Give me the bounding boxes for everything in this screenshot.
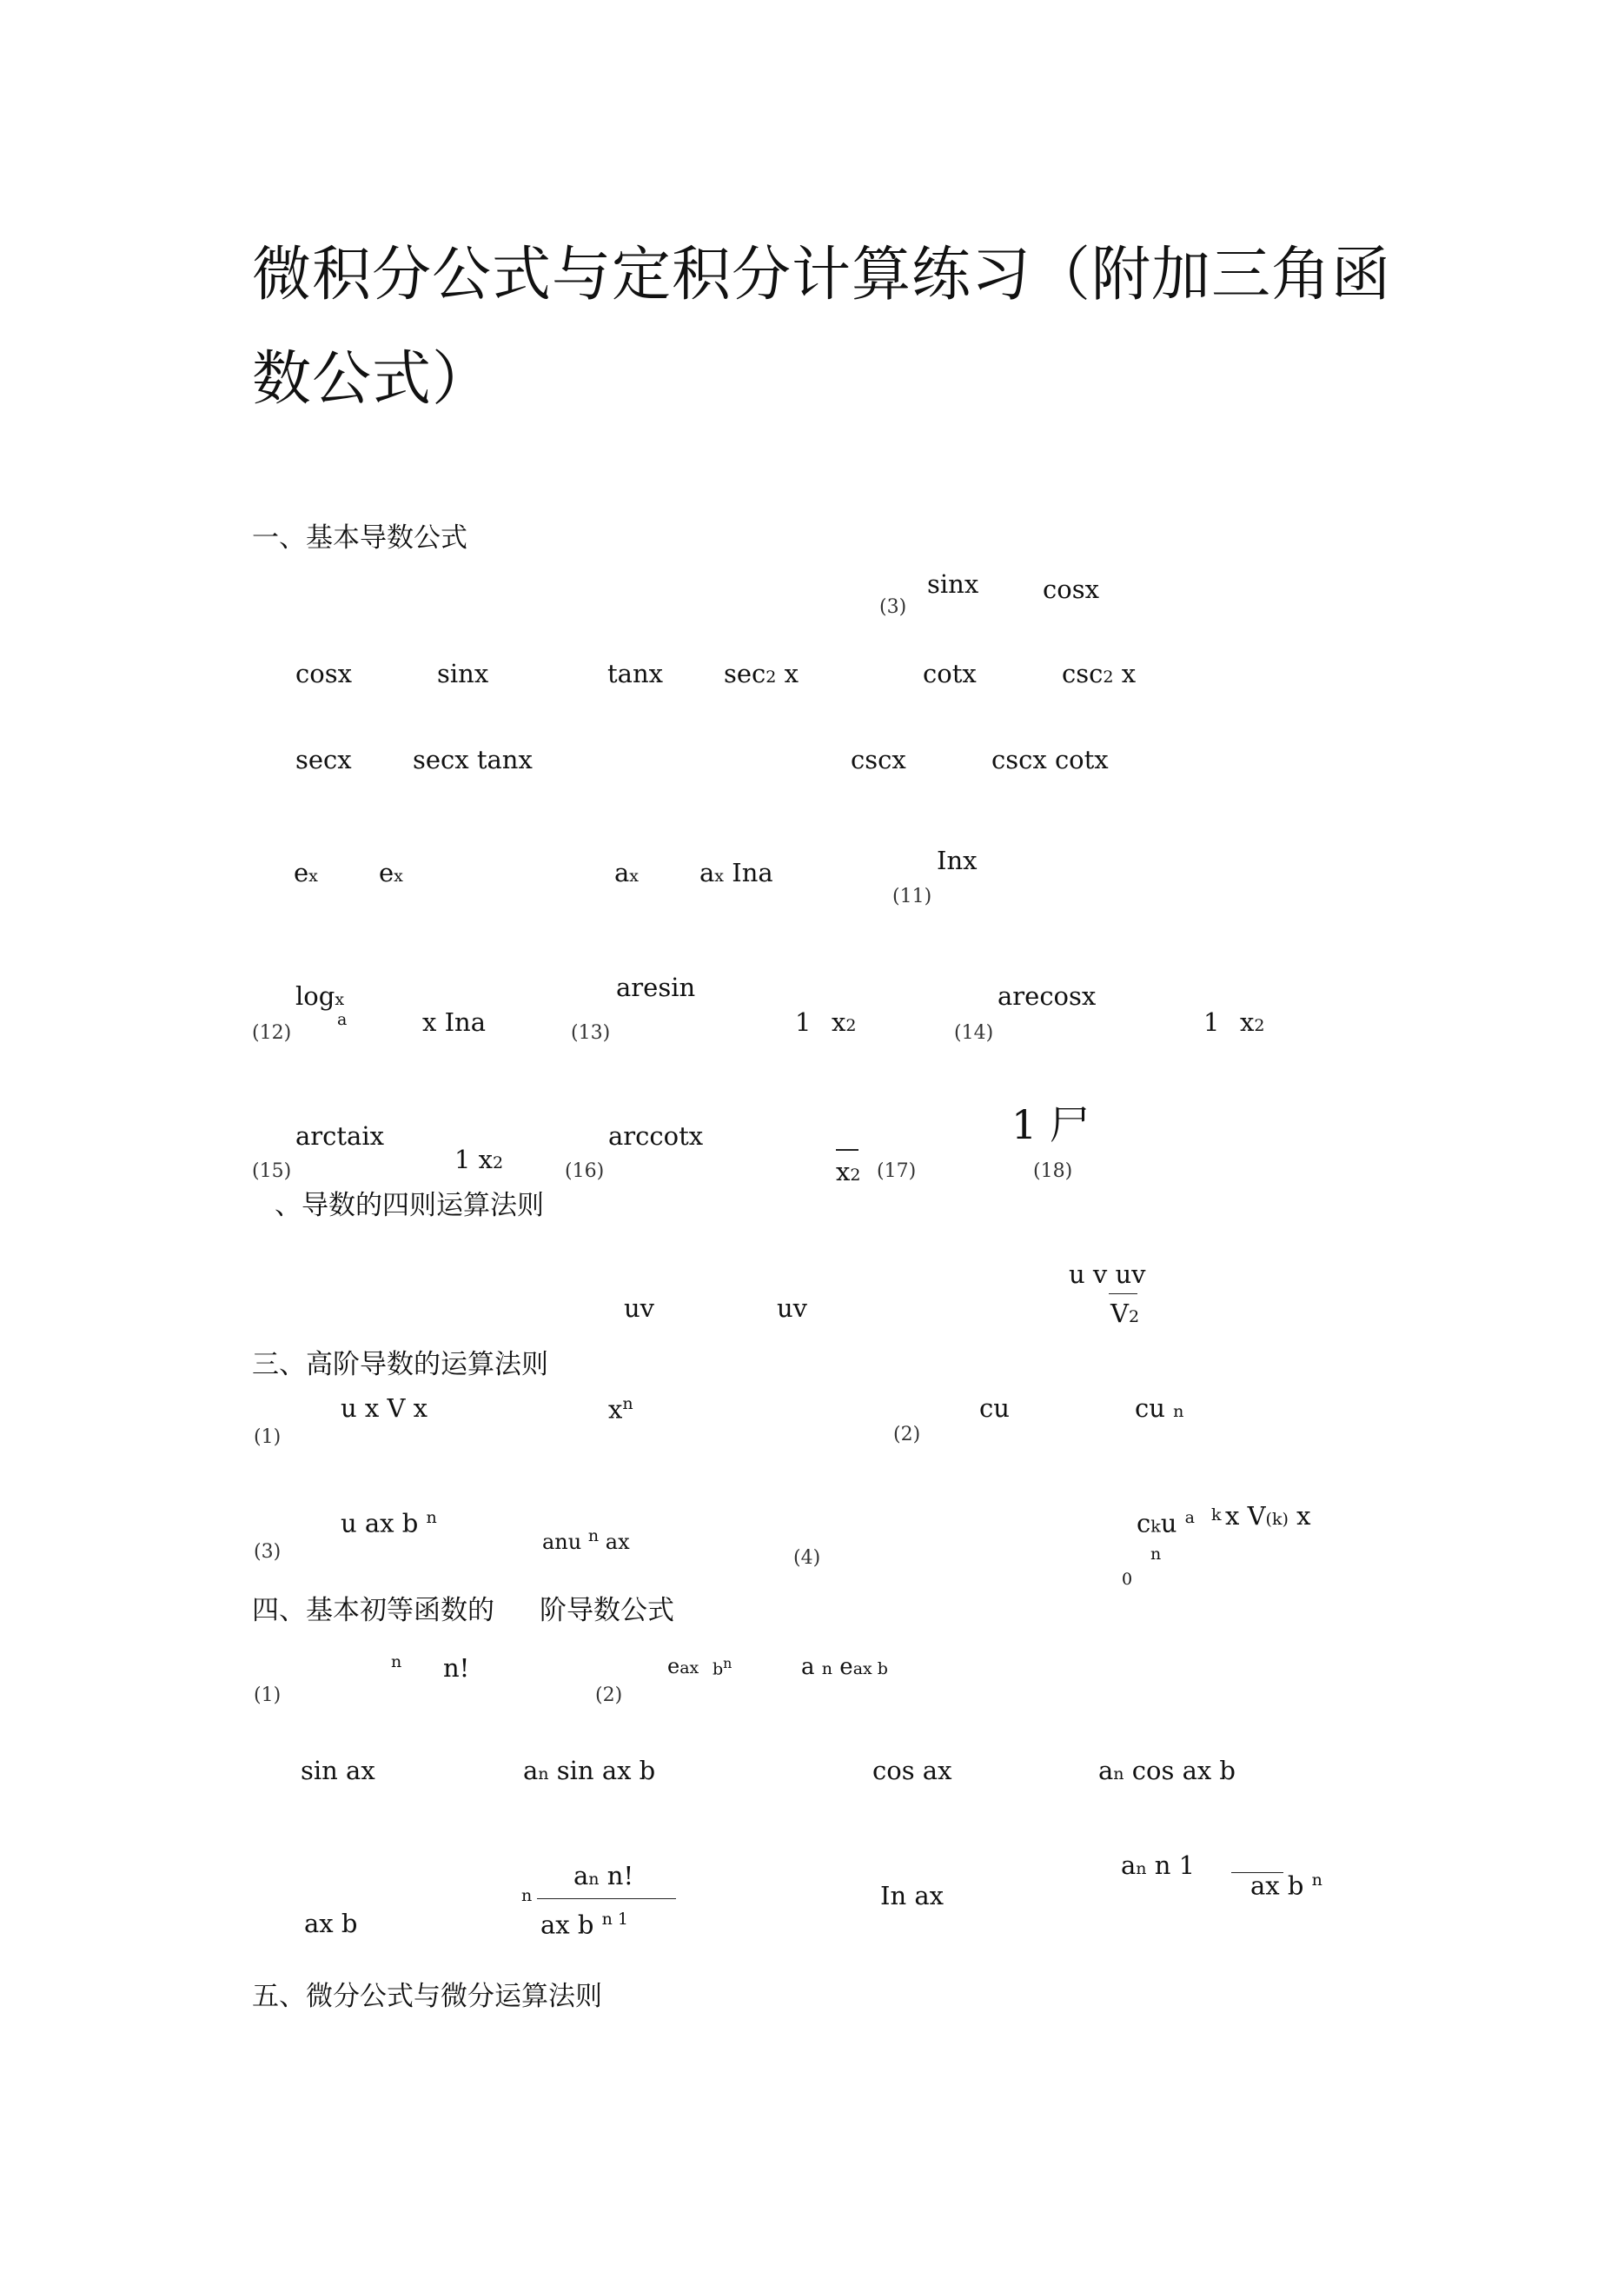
formula-term: $x^n$ [608,1394,633,1425]
item-number: (4) [793,1547,821,1569]
page-title-line-1: 微积分公式与定积分计算练习（附加三角函 [252,241,1392,309]
item-number: (15) [252,1160,292,1182]
formula-term: uv [624,1293,655,1323]
formula-denominator: V2 [1110,1299,1140,1328]
formula-denominator: ax b $^n$ [1250,1870,1322,1901]
formula-term: cosx [1043,575,1099,604]
section-5-heading: 五、微分公式与微分运算法则 [252,1981,602,2012]
formula-term: x2 [1240,1007,1265,1037]
formula-term: cu [979,1393,1010,1423]
formula-term: u x V x [341,1393,428,1423]
formula-term: an cos ax b [1098,1756,1236,1785]
formula-term: x2 [832,1007,857,1037]
formula-term: n! [443,1653,470,1683]
item-number: (11) [892,886,932,907]
formula-term: cscx cotx [991,745,1109,774]
formula-term: arctaix [295,1121,384,1151]
formula-term: eax [667,1654,699,1678]
formula-subscript: a [337,1010,348,1029]
formula-term: x V(k) x [1225,1501,1311,1531]
formula-term: ex [379,858,403,887]
formula-term: x Ina [422,1007,486,1037]
formula-term: cotx [923,659,977,688]
formula-term: logx [295,981,345,1011]
formula-term: In ax [880,1881,944,1910]
item-number: (16) [565,1160,605,1182]
formula-term: cosx [295,659,352,688]
formula-term: Inx [937,846,978,875]
formula-term: secx tanx [413,745,533,774]
formula-term: n [391,1652,402,1671]
formula-term: x2 [836,1157,861,1186]
formula-term: sinx [437,659,489,688]
formula-term: tanx [607,659,663,688]
item-number: (13) [571,1022,611,1044]
section-4-heading: 四、基本初等函数的 阶导数公式 [252,1595,674,1626]
formula-term: 1 [795,1007,812,1037]
formula-term: aresin [616,973,696,1002]
formula-term: ax [614,858,640,887]
item-number: (2) [893,1424,921,1445]
formula-term: $b^n$ [713,1655,732,1679]
formula-term: 1 [1203,1007,1220,1037]
formula-term: sinx [927,569,979,599]
formula-term: n [1150,1545,1162,1564]
fraction-line [537,1898,676,1899]
formula-term: a n eax b [801,1654,888,1680]
item-number: (1) [254,1426,282,1448]
formula-numerator: u v uv [1069,1259,1146,1289]
page-title-line-2: 数公式） [252,345,493,414]
section-1-heading: 一、基本导数公式 [252,522,467,554]
item-number: (17) [877,1160,917,1182]
formula-term: cu n [1135,1393,1184,1423]
formula-term: u ax b $^n$ [341,1508,437,1538]
formula-term: k [1211,1505,1222,1525]
formula-term: 1 x2 [454,1145,504,1174]
item-number: (18) [1033,1160,1073,1182]
item-number: (12) [252,1022,292,1044]
formula-term: arecosx [998,981,1097,1011]
formula-term: sec2 x [724,659,799,688]
formula-term: ex [294,858,318,887]
formula-term: anu $^n$ ax [542,1526,630,1554]
item-number: (3) [879,596,907,618]
formula-term: 1 尸 [1011,1101,1090,1148]
section-3-heading: 三、高阶导数的运算法则 [252,1349,548,1380]
item-number: (3) [254,1541,282,1563]
formula-term: uv [777,1293,808,1323]
formula-term: cos ax [872,1756,952,1785]
formula-numerator: an n 1 [1121,1850,1196,1880]
formula-term: cku $^a$ [1137,1508,1195,1538]
formula-term: cscx [851,745,906,774]
formula-term: ax Ina [699,858,773,887]
formula-term: ax b [304,1909,358,1938]
overline [836,1149,858,1151]
formula-denominator: ax b $^{n 1}$ [540,1910,629,1940]
formula-term: n [521,1886,533,1905]
item-number: (2) [595,1684,623,1706]
item-number: (1) [254,1684,282,1706]
formula-numerator: an n! [573,1861,634,1890]
formula-term: 0 [1122,1570,1133,1589]
fraction-line [1109,1293,1137,1294]
formula-term: sin ax [301,1756,375,1785]
formula-term: arccotx [608,1121,704,1151]
formula-term: secx [295,745,352,774]
formula-term: an sin ax b [523,1756,656,1785]
section-2-heading: 、导数的四则运算法则 [275,1190,544,1221]
formula-term: csc2 x [1062,659,1137,688]
item-number: (14) [954,1022,994,1044]
